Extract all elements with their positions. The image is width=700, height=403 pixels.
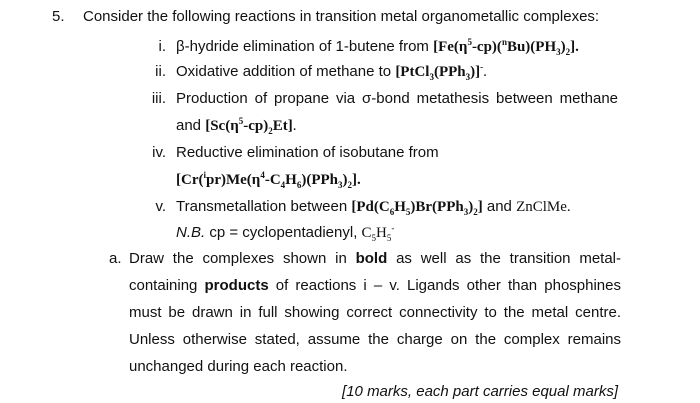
complex-formula: $[Pd(C_6H_5)Br(PPh_3)_2]$: [351, 199, 483, 217]
part-a-line-2: containing products of reactions i – v. Ligands other than phosphines: [129, 277, 621, 294]
question-number: 5.: [52, 8, 65, 25]
part-a-line-2-wrap: [129, 277, 621, 295]
part-a-line-4-wrap: [129, 331, 621, 349]
complex-formula: $[Sc(\eta^5-cp)_2Et]$: [205, 116, 293, 136]
list-item-iii-cont: and $[Sc(\eta^5-cp)_2Et]$.: [176, 116, 297, 136]
cp-formula: $C_5H_5^-$: [361, 223, 395, 243]
part-letter: a.: [109, 250, 122, 267]
item-text: Transmetallation between $[Pd(C_6H_5)Br(PPh_3)_2]$ and ZnClMe.: [176, 198, 571, 217]
part-a-line-3-wrap: [129, 304, 621, 322]
item-text: β-hydride elimination of 1-butene from $[Fe(\eta^5-cp)(^nBu)(PH_3)_2]$.: [176, 37, 579, 57]
part-a-line-1: Draw the complexes shown in bold as well as the transition metal-: [129, 250, 621, 267]
item-numeral: iii.: [151, 90, 166, 107]
question-intro: Consider the following reactions in transition metal organometallic complexes:: [83, 8, 600, 25]
item-text: Oxidative addition of methane to [PtCl$_3$(PPh$_3$)]-.: [176, 62, 487, 82]
nb-label: N.B.: [176, 224, 206, 241]
part-a-line-3: must be drawn in full showing correct connectivity to the metal centre.: [129, 304, 621, 321]
item-numeral: ii.: [155, 63, 166, 80]
nb-note: N.B. cp = cyclopentadienyl, $C_5H_5^-$: [176, 223, 395, 243]
item-text: Production of propane via σ-bond metathesis between methane: [176, 90, 618, 107]
part-a-line-5: unchanged during each reaction.: [129, 358, 348, 375]
part-a-line-4: Unless otherwise stated, assume the charge on the complex remains: [129, 331, 621, 348]
list-item-iv-cont: [176, 171, 361, 189]
item-numeral: iv.: [152, 144, 166, 161]
complex-formula: $[Cr(^ipr)Me(\eta^4-C_4H_6)(PPh_3)_2]$.: [176, 170, 361, 190]
item-text: Reductive elimination of isobutane from: [176, 144, 439, 161]
complex-formula: [PtCl$_3$(PPh$_3$)]-: [395, 62, 484, 82]
marks-note: [10 marks, each part carries equal marks]: [342, 383, 618, 400]
reagent-formula: ZnClMe.: [516, 199, 571, 215]
item-numeral: v.: [155, 198, 166, 215]
item-numeral: i.: [158, 38, 166, 55]
complex-formula: $[Fe(\eta^5-cp)(^nBu)(PH_3)_2]$.: [433, 37, 579, 57]
